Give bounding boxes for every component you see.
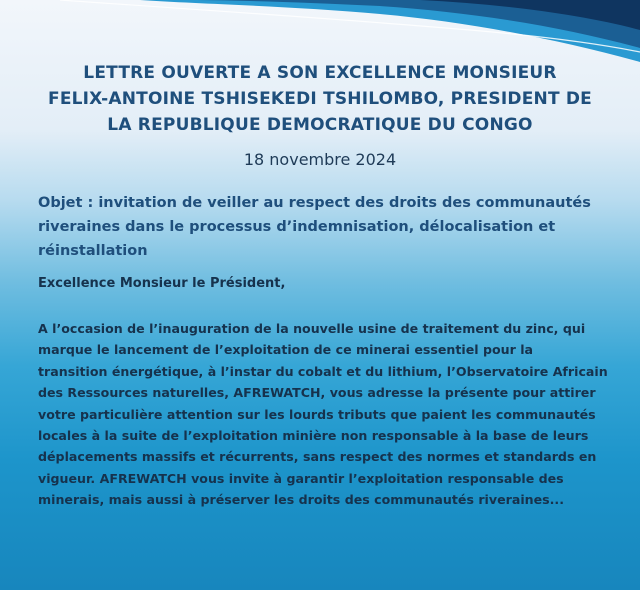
letter-body — [38, 318, 608, 511]
body-line: vigueur. AFREWATCH vous invite à garantir l’exploitation responsable des — [38, 470, 564, 486]
title-line-1: LETTRE OUVERTE A SON EXCELLENCE MONSIEUR — [83, 63, 557, 83]
body-line: locales à la suite de l’exploitation minière non responsable à la base de leurs — [38, 428, 589, 444]
body-line: marque le lancement de l’exploitation de ce minerai essentiel pour la — [38, 342, 534, 358]
subject-line-2: riveraines dans le processus d’indemnisation, délocalisation et — [38, 219, 556, 235]
letter-title — [0, 60, 640, 138]
title-line-3: LA REPUBLIQUE DEMOCRATIQUE DU CONGO — [107, 115, 533, 135]
subject-line-3: réinstallation — [38, 243, 148, 259]
body-line: minerais, mais aussi à préserver les droits des communautés riveraines... — [38, 492, 564, 508]
subject-line-1: Objet : invitation de veiller au respect des droits des communautés — [38, 195, 591, 211]
title-line-2: FELIX-ANTOINE TSHISEKEDI TSHILOMBO, PRESIDENT DE — [48, 89, 592, 109]
body-line: A l’occasion de l’inauguration de la nouvelle usine de traitement du zinc, qui — [38, 321, 586, 336]
body-line: des Ressources naturelles, AFREWATCH, vous adresse la présente pour attirer — [38, 385, 596, 401]
body-line: déplacements massifs et récurrents, sans respect des normes et standards en — [38, 449, 597, 465]
body-line: transition énergétique, à l’instar du cobalt et du lithium, l’Observatoire Africain — [38, 363, 608, 379]
letter-date: 18 novembre 2024 — [243, 150, 397, 169]
letter-salutation: Excellence Monsieur le Président, — [38, 276, 286, 291]
body-line: votre particulière attention sur les lourds tributs que paient les communautés — [38, 406, 596, 422]
letter-subject — [38, 191, 618, 263]
